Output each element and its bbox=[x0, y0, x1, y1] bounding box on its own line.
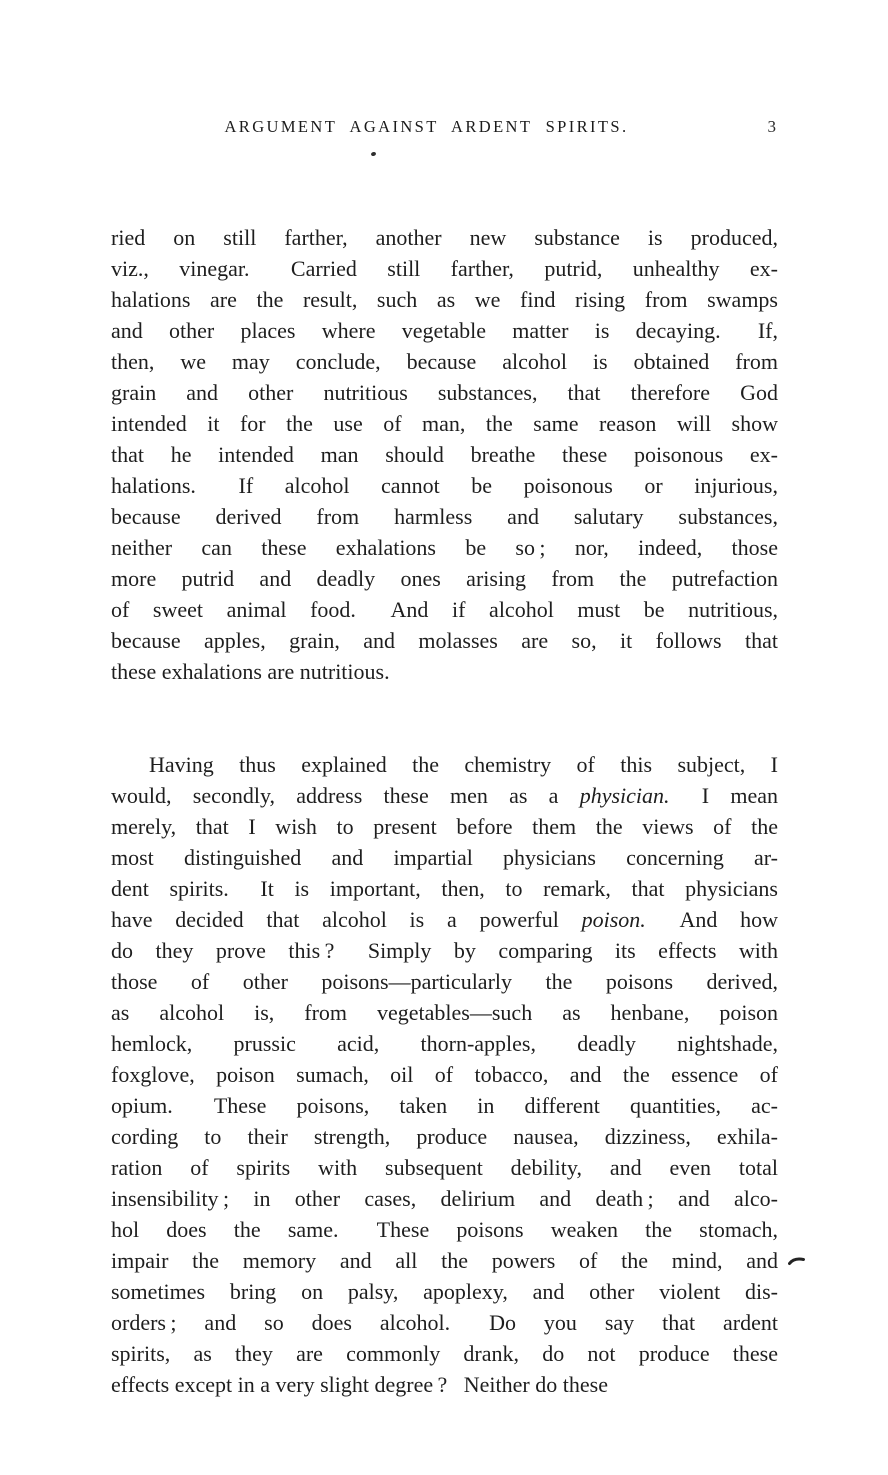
text-line: hemlock, prussic acid, thorn-apples, deadly nightshade, bbox=[111, 1031, 778, 1056]
text-line: ried on still farther, another new substance is produced, bbox=[111, 225, 778, 250]
text-line: merely, that I wish to present before them the views of the bbox=[111, 814, 778, 839]
text-line: effects except in a very slight degree ? Neither do these bbox=[111, 1372, 608, 1397]
text-line: those of other poisons—particularly the poisons derived, bbox=[111, 969, 778, 994]
text-line: and other places where vegetable matter is decaying. If, bbox=[111, 318, 778, 343]
text-line: intended it for the use of man, the same reason will show bbox=[111, 411, 778, 436]
text-line: as alcohol is, from vegetables—such as henbane, poison bbox=[111, 1000, 778, 1025]
text-line: spirits, as they are commonly drank, do not produce these bbox=[111, 1341, 778, 1366]
text-line: orders ; and so does alcohol. Do you say that ardent bbox=[111, 1310, 778, 1335]
body-text bbox=[111, 160, 778, 1462]
text-line: more putrid and deadly ones arising from the putrefaction bbox=[111, 566, 778, 591]
text-line: of sweet animal food. And if alcohol must be nutritious, bbox=[111, 597, 778, 622]
text-line: because derived from harmless and salutary substances, bbox=[111, 504, 778, 529]
text-line: ration of spirits with subsequent debility, and even total bbox=[111, 1155, 778, 1180]
text-line: do they prove this ? Simply by comparing its effects with bbox=[111, 938, 778, 963]
text-line: viz., vinegar. Carried still farther, putrid, unhealthy ex- bbox=[111, 256, 778, 281]
italic-term: poison. bbox=[581, 907, 646, 932]
text-line: grain and other nutritious substances, that therefore God bbox=[111, 380, 778, 405]
ink-stroke-mark bbox=[788, 1253, 806, 1264]
text-line: Having thus explained the chemistry of this subject, I bbox=[149, 752, 778, 777]
text-line: because apples, grain, and molasses are so, it follows that bbox=[111, 628, 778, 653]
text-line: sometimes bring on palsy, apoplexy, and other violent dis- bbox=[111, 1279, 778, 1304]
text-line: halations are the result, such as we find rising from swamps bbox=[111, 287, 778, 312]
text-line: then, we may conclude, because alcohol is obtained from bbox=[111, 349, 778, 374]
paragraph-continued bbox=[111, 222, 778, 687]
text-line: most distinguished and impartial physicians concerning ar- bbox=[111, 845, 778, 870]
paragraph-physician bbox=[111, 749, 778, 1400]
text-line: these exhalations are nutritious. bbox=[111, 659, 390, 684]
text-line: opium. These poisons, taken in different quantities, ac- bbox=[111, 1093, 778, 1118]
text-line: cording to their strength, produce nausea, dizziness, exhila- bbox=[111, 1124, 778, 1149]
italic-term: physician. bbox=[579, 783, 670, 808]
text-line: have decided that alcohol is a powerful poison. And how bbox=[111, 907, 778, 932]
text-line: insensibility ; in other cases, delirium and death ; and alco- bbox=[111, 1186, 778, 1211]
running-header-title: ARGUMENT AGAINST ARDENT SPIRITS. bbox=[224, 117, 629, 136]
ink-speck bbox=[371, 151, 377, 156]
text-line: would, secondly, address these men as a physician. I mean bbox=[111, 783, 778, 808]
text-line: foxglove, poison sumach, oil of tobacco, and the essence of bbox=[111, 1062, 778, 1087]
page-number: 3 bbox=[767, 117, 776, 136]
text-line: that he intended man should breathe these poisonous ex- bbox=[111, 442, 778, 467]
text-line: impair the memory and all the powers of the mind, and bbox=[111, 1248, 778, 1273]
text-line: neither can these exhalations be so ; nor, indeed, those bbox=[111, 535, 778, 560]
text-line: dent spirits. It is important, then, to remark, that physicians bbox=[111, 876, 778, 901]
text-line: halations. If alcohol cannot be poisonous or injurious, bbox=[111, 473, 778, 498]
text-line: hol does the same. These poisons weaken the stomach, bbox=[111, 1217, 778, 1242]
running-header bbox=[111, 117, 778, 141]
